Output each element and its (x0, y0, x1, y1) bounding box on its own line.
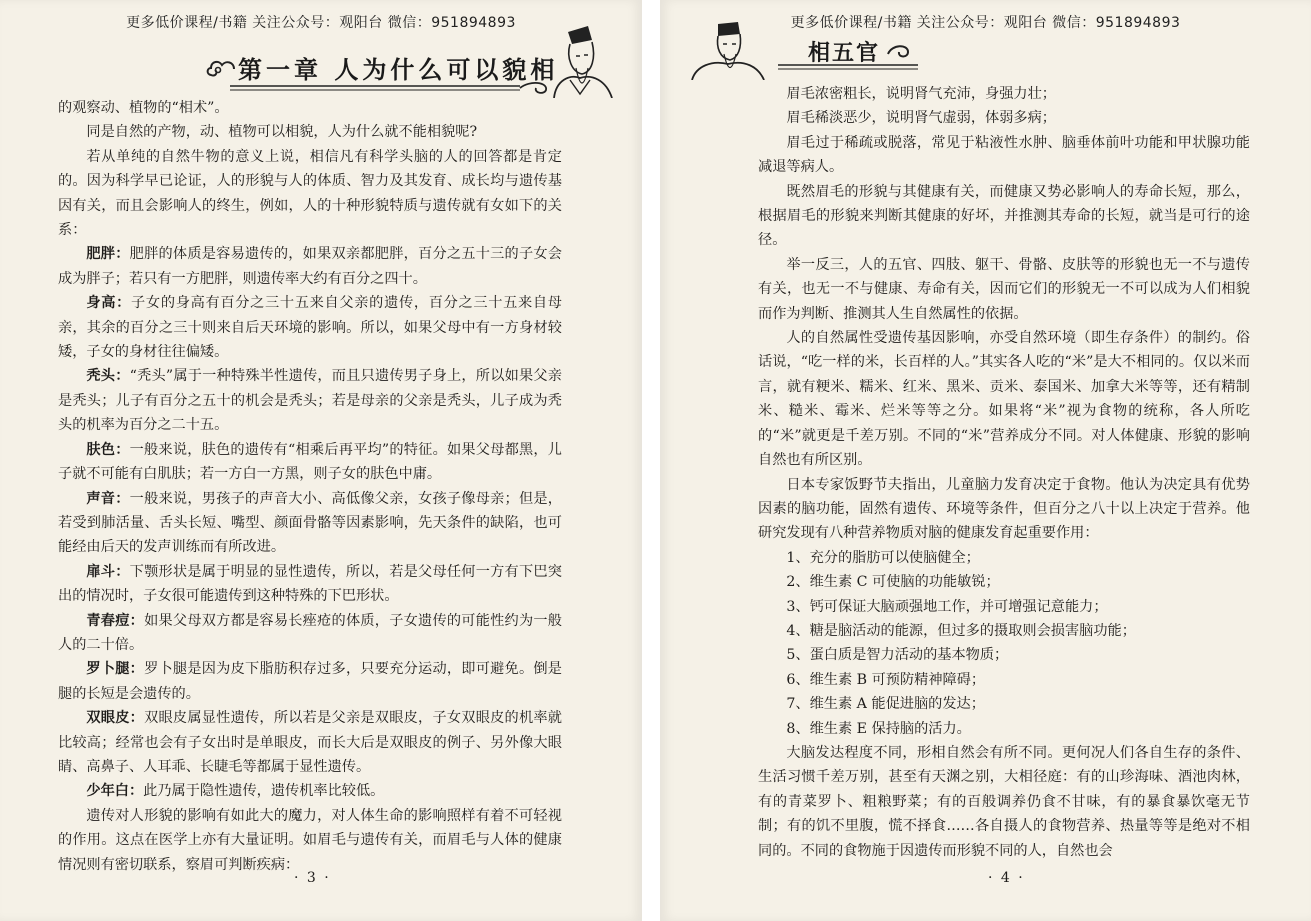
paragraph (58, 364, 562, 437)
paragraph: 同是自然的产物，动、植物可以相貌，人为什么就不能相貌呢? (86, 124, 478, 141)
keyword: 双眼皮： (86, 710, 145, 727)
keyword: 秃头： (86, 368, 130, 385)
header-note-right: 更多低价课程/书籍 关注公众号：观阳台 微信：951894893 (790, 15, 1181, 31)
paragraph-text: 子女的身高有百分之三十五来自父亲的遗传，百分之三十五来自母亲，其余的百分之三十则来自后天环境的影响。所以，如果父母中有一方身材较矮，子女的身材往往偏矮。 (58, 295, 562, 361)
keyword: 身高： (86, 295, 132, 312)
paragraph (58, 438, 562, 487)
paragraph-text: 此乃属于隐性遗传，遗传机率比较低。 (143, 783, 385, 800)
keyword: 肤色： (86, 441, 130, 458)
title-swirl-right-icon (886, 42, 912, 60)
keyword: 少年白： (86, 783, 144, 800)
chapter-title-left: 第一章 人为什么可以貌相 (238, 55, 559, 84)
book-gutter (642, 0, 660, 921)
keyword: 扉斗： (86, 563, 130, 580)
paragraph: 大脑发达程度不同，形相自然会有所不同。更何况人们各自生存的条件、生活习惯千差万别，甚至有天渊之别，大相径庭：有的山珍海味、酒池肉林，有的青菜罗卜、粗粮野菜；有的百般调养仍食不甘味，有的暴食暴饮毫无节制；有的饥不里腹，慌不择食……各自摄人的食物营养、热量等等是绝对不相同的。不同的食物施于因遗传而形貌不同的人，自然也会 (758, 744, 1250, 859)
paragraph: 举一反三，人的五官、四肢、躯干、骨骼、皮肤等的形貌也无一不与遗传有关，也无一不与健康、寿命有关，因而它们的形貌无一不可以成为人们相貌而作为判断、推测其人生自然属性的依据。 (758, 256, 1250, 322)
paragraph: 遗传对人形貌的影响有如此大的魔力，对人体生命的影响照样有着不可轻视的作用。这点在医学上亦有大量证明。如眉毛与遗传有关，而眉毛与人体的健康情况则有密切联系，察眉可判断疾病： (58, 807, 562, 873)
keyword: 肥胖： (86, 246, 130, 263)
left-page (0, 0, 642, 921)
paragraph-text: 如果父母双方都是容易长痤疮的体质，子女遗传的可能性约为一般人的二十倍。 (58, 612, 562, 653)
paragraph (58, 242, 562, 291)
paragraph (58, 609, 562, 658)
paragraph-text: 罗卜腿是因为皮下脂肪积存过多，只要充分运动，即可避免。倒是腿的长短是会遗传的。 (58, 661, 562, 702)
paragraph: 的观察动、植物的“相术”。 (58, 100, 229, 116)
list-item: 7、维生素 A 能促进脑的发达； (786, 696, 985, 713)
paragraph (58, 706, 562, 779)
header-note-left: 更多低价课程/书籍 关注公众号：观阳台 微信：951894893 (126, 15, 516, 31)
paragraph: 眉毛过于稀疏或脱落，常见于粘液性水肿、脑垂体前叶功能和甲状腺功能减退等病人。 (758, 134, 1250, 176)
keyword: 青春痘： (86, 612, 145, 629)
list-item: 3、钙可保证大脑顽强地工作，并可增强记意能力； (786, 598, 1108, 615)
paragraph-text: 下颚形状是属于明显的显性遗传，所以，若是父母任何一方有下巴突出的情况时，子女很可能遗传到这种特殊的下巴形状。 (58, 563, 562, 605)
right-body-text (758, 82, 1250, 863)
list-item: 4、糖是脑活动的能源，但过多的摄取则会损害脑功能； (786, 622, 1136, 639)
list-item: 8、维生素 E 保持脑的活力。 (786, 720, 971, 737)
paragraph-text: “秃头”属于一种特殊半性遗传，而且只遗传男子身上，所以如果父亲是秃头；儿子有百分之五十的机会是秃头；若是母亲的父亲是秃头，儿子成为秃头的机率为百分之二十五。 (58, 368, 562, 434)
paragraph (58, 560, 562, 609)
title-underline-left-icon (230, 80, 560, 96)
paragraph-text: 一般来说，男孩子的声音大小、高低像父亲，女孩子像母亲；但是，若受到肺活量、舌头长短、嘴型、颜面骨骼等因素影响，先天条件的缺陷，也可能经由后天的发声训练而有所改进。 (58, 490, 562, 556)
page-number-right: · 4 · (988, 870, 1025, 886)
keyword: 罗卜腿： (86, 661, 145, 678)
paragraph: 眉毛浓密粗长，说明肾气充沛，身强力壮； (786, 86, 1056, 102)
paragraph-text: 双眼皮属显性遗传，所以若是父亲是双眼皮，子女双眼皮的机率就比较高；经常也会有子女出时是单眼皮，而长大后是双眼皮的例子、另外像大眼睛、高鼻子、人耳乖、长睫毛等都属于显性遗传。 (58, 710, 562, 775)
paragraph (58, 487, 562, 560)
paragraph (58, 291, 562, 364)
paragraph: 若从单纯的自然牛物的意义上说，相信凡有科学头脑的人的回答都是肯定的。因为科学早已论证，人的形貌与人的体质、智力及其发育、成长均与遗传基因有关，而且会影响人的终生，例如，人的十种形貌特质与遗传就有女如下的关系： (58, 148, 562, 239)
paragraph-text: 一般来说，肤色的遗传有“相乘后再平均”的特征。如果父母都黑，儿子就不可能有白肌肤；若一方白一方黑，则子女的肤色中庸。 (58, 441, 562, 483)
paragraph (58, 657, 562, 706)
paragraph: 既然眉毛的形貌与其健康有关，而健康又势必影响人的寿命长短，那么，根据眉毛的形貌来判断其健康的好坏，并推测其寿命的长短，就当是可行的途径。 (758, 183, 1250, 249)
list-item: 6、维生素 B 可预防精神障碍； (786, 671, 986, 688)
keyword: 声音： (86, 490, 130, 507)
list-item: 5、蛋白质是智力活动的基本物质； (786, 647, 1009, 664)
scholar-portrait-icon (546, 22, 618, 98)
left-body-text (58, 96, 562, 877)
chapter-title-right: 相五官 (808, 40, 881, 66)
paragraph: 日本专家饭野节夫指出，儿童脑力发育决定于食物。他认为决定具有优势因素的脑功能，固然有遗传、环境等条件，但百分之八十以上决定于营养。他研究发现有八种营养物质对脑的健康发育起重要作用： (758, 476, 1250, 542)
right-page (660, 0, 1311, 921)
title-underline-right-icon (778, 62, 918, 72)
cloud-ornament-left-icon (204, 58, 238, 80)
list-item: 1、充分的脂肪可以使脑健全； (786, 549, 980, 566)
list-item: 2、维生素 C 可使脑的功能敏锐； (786, 574, 1000, 591)
paragraph: 人的自然属性受遗传基因影响，亦受自然环境（即生存条件）的制约。俗话说，“吃一样的米，长百样的人。”其实各人吃的“米”是大不相同的。仅以米而言，就有粳米、糯米、红米、黑米、贡米、泰国米、加拿大米等等，还有精制米、糙米、霉米、烂米等等之分。如果将“米”视为食物的统称，各人所吃的“米”就更是千差万别。不同的“米”营养成分不同。对人体健康、形貌的影响自然也有所区别。 (758, 330, 1250, 469)
paragraph-text: 肥胖的体质是容易遗传的，如果双亲都肥胖，百分之五十三的子女会成为胖子；若只有一方肥胖，则遗传率大约有百分之四十。 (58, 246, 562, 287)
scholar-portrait-icon (688, 20, 768, 80)
paragraph (58, 779, 562, 803)
paragraph: 眉毛稀淡恶少，说明肾气虚弱，体弱多病； (786, 110, 1056, 127)
page-number-left: · 3 · (294, 870, 331, 886)
